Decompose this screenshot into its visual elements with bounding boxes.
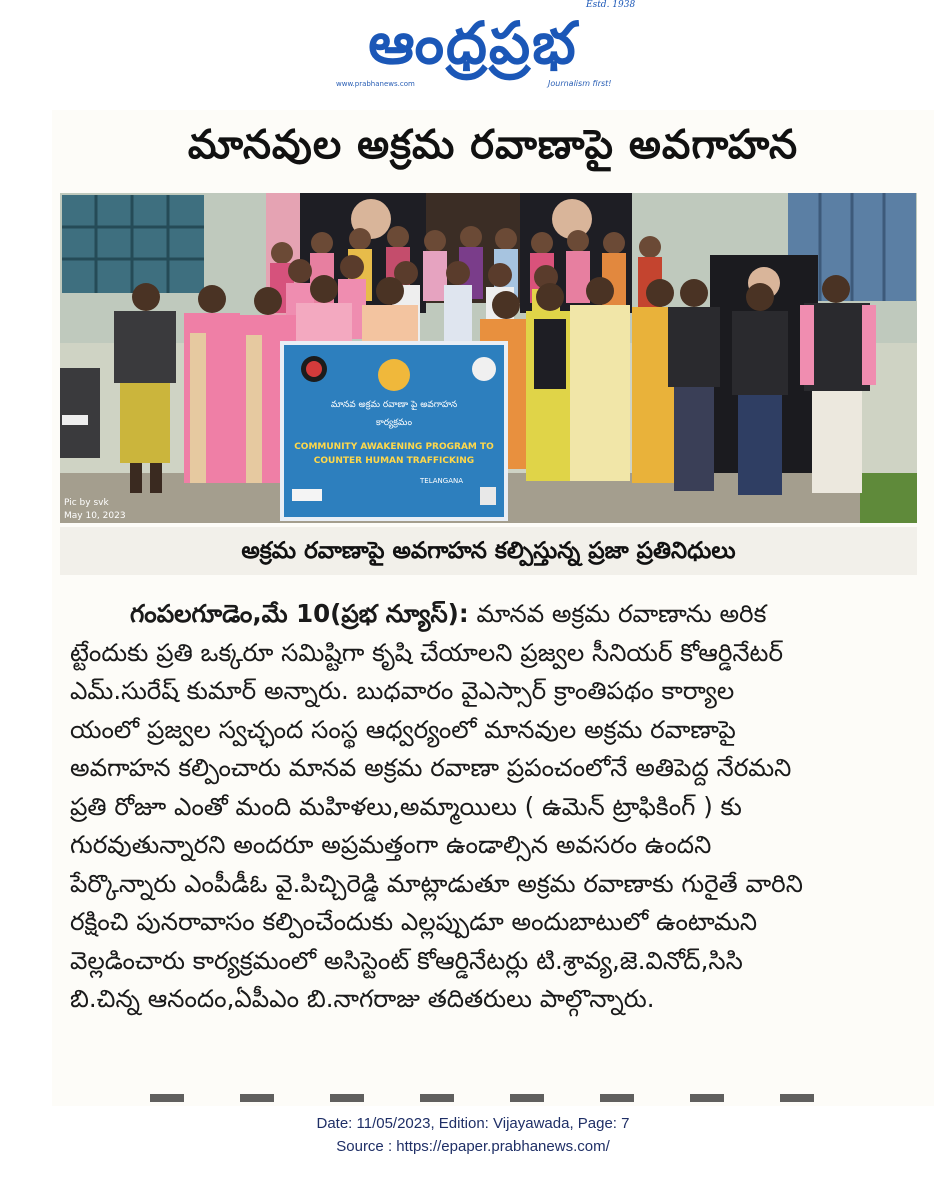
banner-text-english-1: COMMUNITY AWAKENING PROGRAM TO: [294, 442, 494, 452]
body-line: బి.చిన్న ఆనందం,ఏపీఎం బి.నాగరాజు తదితరులు పాల్గొన్నారు.: [70, 984, 655, 1013]
body-line: వెల్లడించారు కార్యక్రమంలో అసిస్టెంట్ కోఆర్డినేటర్లు టి.శ్రావ్య,జె.వినోద్,సిసి: [70, 945, 743, 975]
slogan-text: Journalism first!: [548, 79, 612, 88]
body-line: [70, 595, 908, 634]
article-body: [70, 595, 908, 1019]
photo-caption: అక్రమ రవాణాపై అవగాహన కల్పిస్తున్న ప్రజా ప్రతినిధులు: [60, 527, 917, 575]
body-line: గురవుతున్నారని అందరూ అప్రమత్తంగా ఉండాల్సిన అవసరం ఉందని: [70, 830, 712, 859]
article-headline: మానవుల అక్రమ రవాణాపై అవగాహన: [187, 122, 799, 168]
source-link[interactable]: Source : https://epaper.prabhanews.com/: [336, 1138, 610, 1155]
photo-credit: Pic by svk: [64, 498, 109, 508]
website-text: www.prabhanews.com: [336, 80, 415, 88]
established-note: Estd. 1938: [586, 0, 636, 10]
body-line: యంలో ప్రజ్వల స్వచ్ఛంద సంస్థ ఆధ్వర్యంలో మానవుల అక్రమ రవాణాపై: [70, 714, 736, 744]
dateline: గంపలగూడెం,మే 10(ప్రభ న్యూస్):: [130, 599, 469, 628]
body-line: అవగాహన కల్పించారు మానవ అక్రమ రవాణా ప్రపంచంలోనే అతిపెద్ద నేరమని: [70, 753, 792, 782]
source-footer: [0, 1112, 946, 1158]
body-line: ప్రతి రోజూ ఎంతో మంది మహిళలు,అమ్మాయిలు ( ఉమెన్ ట్రాఫికింగ్ ) కు: [70, 791, 742, 821]
edition-info: Date: 11/05/2023, Edition: Vijayawada, Page: 7: [316, 1115, 630, 1132]
newspaper-logo: ఆంధ్రప్రభ: [368, 9, 578, 77]
body-line: ట్టేందుకు ప్రతి ఒక్కరూ సమిష్టిగా కృషి చేయాలని ప్రజ్వల సీనియర్ కోఆర్డినేటర్: [70, 637, 783, 667]
group-photo-illustration: [60, 193, 917, 523]
body-line: పేర్కొన్నారు ఎంపీడీఓ వై.పిచ్చిరెడ్డి మాట్లాడుతూ అక్రమ రవాణాకు గురైతే వారిని: [70, 868, 803, 898]
article-clipping: [52, 110, 934, 1098]
article-photo: [60, 193, 917, 523]
banner-text-telugu: మానవ అక్రమ రవాణా పై అవగాహన: [330, 400, 458, 410]
body-line-text: మానవ అక్రమ రవాణాను అరిక: [468, 599, 767, 628]
photo-date: May 10, 2023: [64, 511, 126, 521]
clipping-edge-marks: [150, 1094, 850, 1102]
banner-text-english-2: COUNTER HUMAN TRAFFICKING: [313, 456, 475, 466]
body-line: ఎమ్.సురేష్ కుమార్ అన్నారు. బుధవారం వైఎస్సార్ క్రాంతిపథం కార్యాల: [70, 676, 735, 705]
masthead: [0, 0, 946, 100]
body-line: రక్షించి పునరావాసం కల్పించేందుకు ఎల్లప్పుడూ అందుబాటులో ఉంటామని: [70, 907, 758, 936]
banner-text-telugu-2: కార్యక్రమం: [375, 418, 413, 428]
banner-text-state: TELANGANA: [420, 477, 464, 485]
